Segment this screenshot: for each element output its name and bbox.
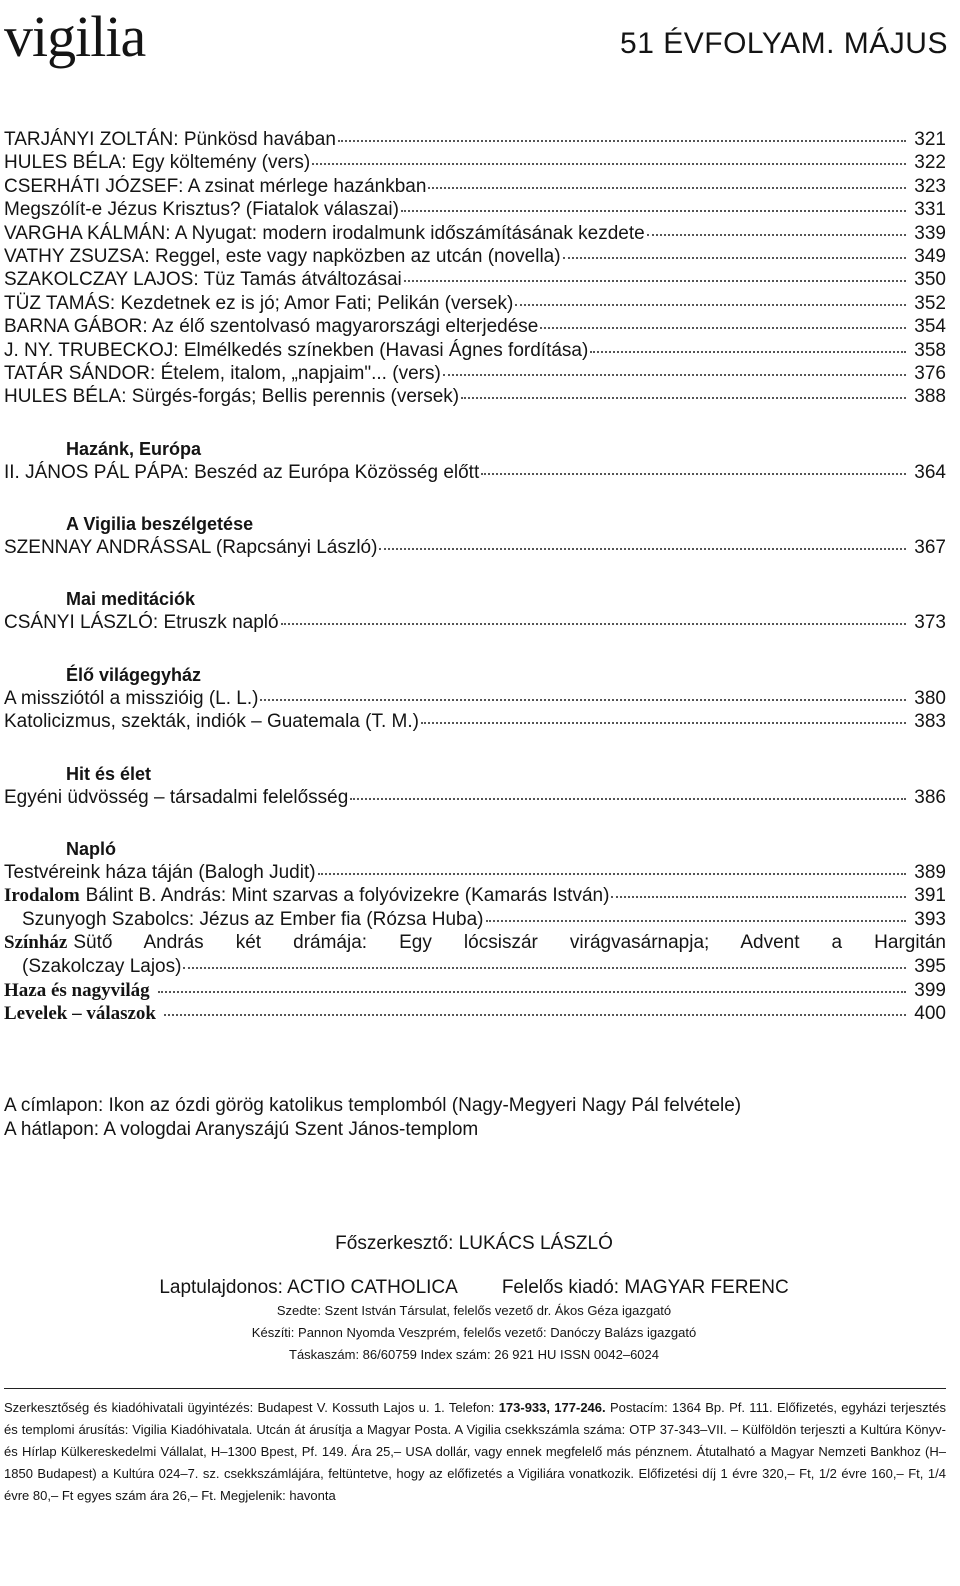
page-number: 349 (914, 245, 946, 267)
page-number: 321 (914, 129, 946, 150)
page-number: 395 (914, 956, 946, 978)
page-number: 400 (914, 1002, 946, 1024)
toc-entry[interactable]: SZENNAY ANDRÁSSAL (Rapcsányi László) 367 (4, 537, 946, 559)
toc-entry[interactable] (4, 979, 946, 1002)
page-number: 376 (914, 362, 946, 384)
toc-entry-multiline[interactable]: Színház Sütő András két drámája: Egy lócsiszár virágvasárnapja; Advent a Hargitán (4, 932, 946, 954)
section-heading: Napló (66, 839, 117, 860)
toc-entry[interactable]: (Szakolczay Lajos) 395 (22, 956, 946, 978)
toc-entry[interactable] (4, 1002, 946, 1025)
page-number: 391 (914, 885, 946, 907)
toc-entry[interactable]: II. JÁNOS PÁL PÁPA: Beszéd az Európa Közösség előtt 364 (4, 461, 946, 483)
toc-entry[interactable]: CSÁNYI LÁSZLÓ: Etruszk napló 373 (4, 612, 946, 634)
publisher: Felelős kiadó: MAGYAR FERENC (501, 1277, 789, 1298)
issue-label: 51 ÉVFOLYAM. MÁJUS (620, 27, 948, 60)
editor-in-chief: Főszerkesztő: LUKÁCS LÁSZLÓ (335, 1233, 613, 1254)
credits (0, 1232, 948, 1366)
toc-entry[interactable]: TÜZ TAMÁS: Kezdetnek ez is jó; Amor Fati; Pelikán (versek) 352 (4, 292, 946, 314)
page-number: 364 (914, 461, 946, 483)
section-heading: Élő világegyház (66, 664, 202, 685)
column-label: Levelek – válaszok (4, 1002, 156, 1024)
divider (4, 1388, 946, 1389)
page-number: 354 (914, 316, 946, 338)
toc-entry[interactable]: TARJÁNYI ZOLTÁN: Pünkösd havában 321 (4, 129, 946, 150)
phone-numbers: 173-933, 177-246. (498, 1400, 606, 1415)
section-heading: A Vigilia beszélgetése (66, 514, 254, 535)
owner: Laptulajdonos: ACTIO CATHOLICA (159, 1277, 458, 1298)
ownership-line (0, 1276, 948, 1300)
page-number: 389 (914, 862, 946, 884)
page-number: 367 (914, 537, 946, 559)
toc-entry[interactable]: Megszólít-e Jézus Krisztus? (Fiatalok válaszai) 331 (4, 199, 946, 221)
toc-entry[interactable]: CSERHÁTI JÓZSEF: A zsinat mérlege hazánkban 323 (4, 175, 946, 197)
back-cover-note: A hátlapon: A vologdai Aranyszájú Szent János-templom (4, 1119, 479, 1140)
toc-entry[interactable]: A missziótól a misszióig (L. L.) 380 (4, 687, 946, 709)
toc-entry[interactable]: VATHY ZSUZSA: Reggel, este vagy napközben az utcán (novella) 349 (4, 245, 946, 267)
section-heading: Hit és élet (66, 763, 152, 784)
column-label: Haza és nagyvilág (4, 979, 150, 1001)
toc-entry[interactable]: HULES BÉLA: Egy költemény (vers) 322 (4, 152, 946, 174)
page-number: 383 (914, 711, 946, 733)
page-number: 352 (914, 292, 946, 314)
front-cover-note: A címlapon: Ikon az ózdi görög katolikus templomból (Nagy-Megyeri Nagy Pál felvétele) (4, 1095, 742, 1116)
toc-entry[interactable]: TATÁR SÁNDOR: Ételem, italom, „napjaim"... (vers) 376 (4, 362, 946, 384)
toc-entry[interactable]: Testvéreink háza táján (Balogh Judit) 389 (4, 862, 946, 884)
page-number: 339 (914, 222, 946, 244)
typesetter: Szedte: Szent István Társulat, felelős vezető dr. Ákos Géza igazgató (276, 1303, 672, 1318)
toc-entry[interactable]: J. NY. TRUBECKOJ: Elmélkedés színekben (Havasi Ágnes fordítása) 358 (4, 339, 946, 361)
section-heading: Mai meditációk (66, 589, 196, 610)
toc-entry[interactable]: SZAKOLCZAY LAJOS: Tüz Tamás átváltozásai 350 (4, 269, 946, 291)
toc-entry[interactable]: VARGHA KÁLMÁN: A Nyugat: modern irodalmunk időszámításának kezdete 339 (4, 222, 946, 244)
printer: Készíti: Pannon Nyomda Veszprém, felelős vezető: Danóczy Balázs igazgató (251, 1325, 697, 1340)
page-number: 322 (914, 152, 946, 174)
page-number: 393 (914, 908, 946, 930)
magazine-logo: vigilia (4, 4, 146, 69)
masthead (0, 2, 948, 72)
table-of-contents (4, 128, 946, 1025)
section-heading: Hazánk, Európa (66, 438, 202, 459)
page-number: 399 (914, 979, 946, 1001)
toc-entry[interactable]: Szunyogh Szabolcs: Jézus az Ember fia (Rózsa Huba) 393 (22, 908, 946, 930)
page-number: 380 (914, 687, 946, 709)
page-number: 350 (914, 269, 946, 291)
cover-notes (4, 1094, 946, 1142)
page-number: 331 (914, 199, 946, 221)
page-number: 388 (914, 386, 946, 408)
column-label: Irodalom (4, 885, 80, 907)
column-label: Színház (4, 932, 68, 954)
toc-entry[interactable]: BARNA GÁBOR: Az élő szentolvasó magyarországi elterjedése 354 (4, 316, 946, 338)
registry-info: Táskaszám: 86/60759 Index szám: 26 921 HU ISSN 0042–6024 (289, 1347, 659, 1362)
footer-imprint: Szerkesztőség és kiadóhivatali ügyintézés: Budapest V. Kossuth Lajos u. 1. Telefon: 173-933, 177-246. Postacím: 1364 Bp. Pf. 111. Előfizetés, egyházi terjesztés és templomi árusítás: Vigilia Kiadóhivatala. Utcán át árusítja a Magyar Posta. A Vigilia csekkszámla száma: OTP 37-343–VII. – Külföldön terjeszti a Kultúra Könyv- és Hírlap Külkereskedelmi Vállalat, H–1300 Bpest, Pf. 149. Ára 25,– USA dollár, vagy ennek megfelelő más pénznem. Átutalható a Magyar Nemzeti Bankhoz (H–1850 Budapest) a Kultúra 024–7. sz. csekkszámlájára, feltüntetve, hogy az előfizetés a Vigiliára vonatkozik. Előfizetési díj 1 évre 320,– Ft, 1/2 évre 160,– Ft, 1/4 évre 80,– Ft egyes szám ára 26,– Ft. Megjelenik: havonta (4, 1400, 946, 1503)
toc-entry[interactable]: HULES BÉLA: Sürgés-forgás; Bellis perennis (versek) 388 (4, 386, 946, 408)
toc-entry[interactable]: Katolicizmus, szekták, indiók – Guatemala (T. M.) 383 (4, 711, 946, 733)
toc-entry[interactable]: Irodalom Bálint B. András: Mint szarvas a folyóvizekre (Kamarás István) 391 (4, 885, 946, 907)
page-number: 386 (914, 786, 946, 808)
page-number: 358 (914, 339, 946, 361)
page-number: 373 (914, 612, 946, 634)
toc-entry[interactable]: Egyéni üdvösség – társadalmi felelősség 386 (4, 786, 946, 808)
page-number: 323 (914, 175, 946, 197)
